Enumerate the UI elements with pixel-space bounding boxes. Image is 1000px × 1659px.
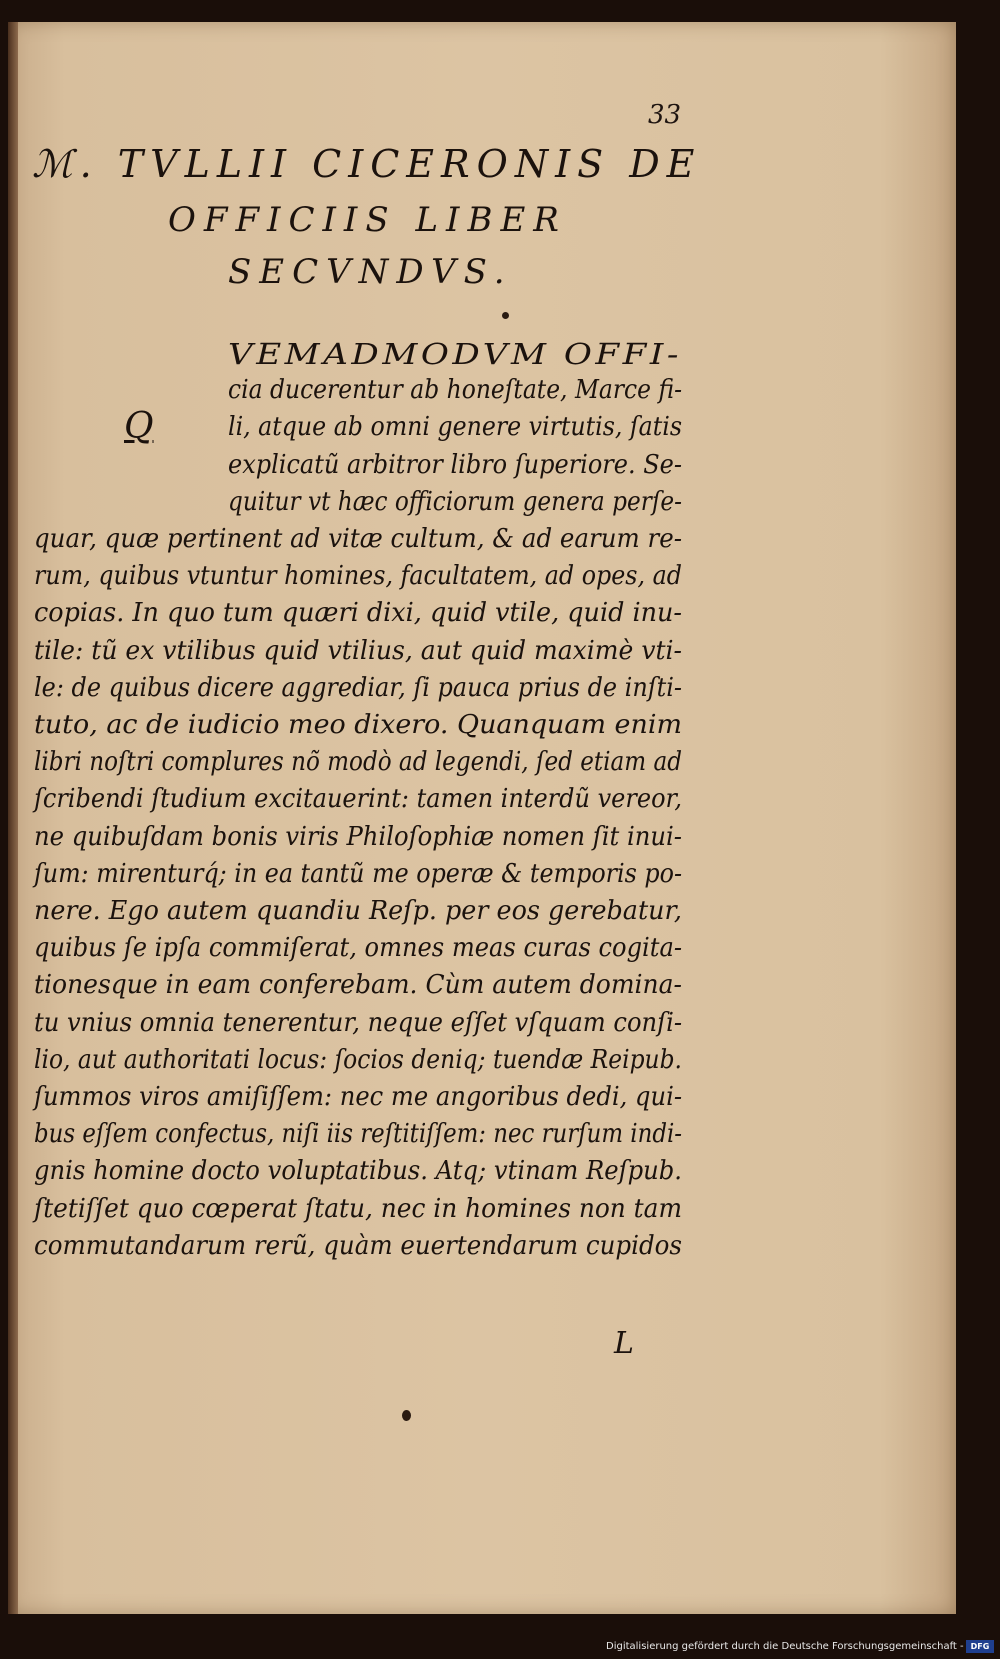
ornament-dot bbox=[502, 312, 509, 319]
text-line: VEMADMODVM OFFI- bbox=[228, 337, 682, 371]
text-line: tionesque in eam conferebam. Cùm autem domina- bbox=[34, 970, 682, 1001]
text-line: tu vnius omnia tenerentur, neque eſſet vſquam conſi- bbox=[34, 1007, 682, 1038]
text-line: tile: tũ ex vtilibus quid vtilius, aut quid maximè vti- bbox=[34, 635, 682, 666]
text-line: bus eſſem confectus, niſi iis reſtitiſſem: nec rurſum indi- bbox=[34, 1119, 682, 1150]
title-line-3: SECVNDVS. bbox=[228, 252, 513, 292]
text-line: rum, quibus vtuntur homines, facultatem, ad opes, ad bbox=[34, 561, 682, 592]
text-line: nere. Ego autem quandiu Reſp. per eos gerebatur, bbox=[34, 896, 682, 926]
text-line: tuto, ac de iudicio meo dixero. Quanquam enim bbox=[34, 710, 682, 740]
text-line: ne quibuſdam bonis viris Philoſophiæ nomen ſit inui- bbox=[34, 821, 682, 852]
text-line: libri noſtri complures nõ modò ad legendi, ſed etiam ad bbox=[34, 747, 682, 778]
ink-spot bbox=[402, 1410, 411, 1421]
text-line: ſcribendi ſtudium excitauerint: tamen interdũ vereor, bbox=[34, 784, 682, 815]
text-line: quibus ſe ipſa commiſerat, omnes meas curas cogita- bbox=[34, 933, 682, 964]
page-number: 33 bbox=[648, 100, 682, 130]
drop-cap: Q bbox=[124, 406, 154, 447]
text-line: copias. In quo tum quæri dixi, quid vtile, quid inu- bbox=[34, 598, 682, 629]
funding-footer: Digitalisierung gefördert durch die Deutsche Forschungsgemeinschaft - bbox=[606, 1641, 964, 1652]
text-line: li, atque ab omni genere virtutis, ſatis bbox=[228, 412, 682, 443]
text-line: gnis homine docto voluptatibus. Atq; vtinam Reſpub. bbox=[34, 1156, 682, 1187]
text-line: quitur vt hæc officiorum genera perſe- bbox=[228, 486, 682, 517]
title-line-1: ℳ. TVLLII CICERONIS DE bbox=[32, 142, 702, 186]
page-gutter bbox=[8, 22, 18, 1614]
text-line: lio, aut authoritati locus: ſocios deniq; tuendæ Reipub. bbox=[34, 1044, 682, 1075]
text-line: quar, quæ pertinent ad vitæ cultum, & ad earum re- bbox=[34, 524, 682, 554]
text-line: ſummos viros amiſiſſem: nec me angoribus dedi, qui- bbox=[34, 1082, 682, 1112]
text-line: cia ducerentur ab honeſtate, Marce fi- bbox=[228, 375, 682, 406]
dfg-logo: DFG bbox=[966, 1640, 994, 1653]
text-line: ſtetiſſet quo cœperat ſtatu, nec in homines non tam bbox=[34, 1193, 682, 1224]
text-line: explicatũ arbitror libro ſuperiore. Se- bbox=[228, 449, 682, 480]
text-line: le: de quibus dicere aggrediar, ſi pauca prius de inſti- bbox=[34, 672, 682, 703]
text-line: commutandarum rerũ, quàm euertendarum cupidos bbox=[34, 1230, 682, 1261]
text-line: ſum: mirenturq́; in ea tantũ me operæ & temporis po- bbox=[34, 858, 682, 889]
catchword: L bbox=[614, 1326, 634, 1361]
title-line-2: OFFICIIS LIBER bbox=[168, 200, 567, 240]
